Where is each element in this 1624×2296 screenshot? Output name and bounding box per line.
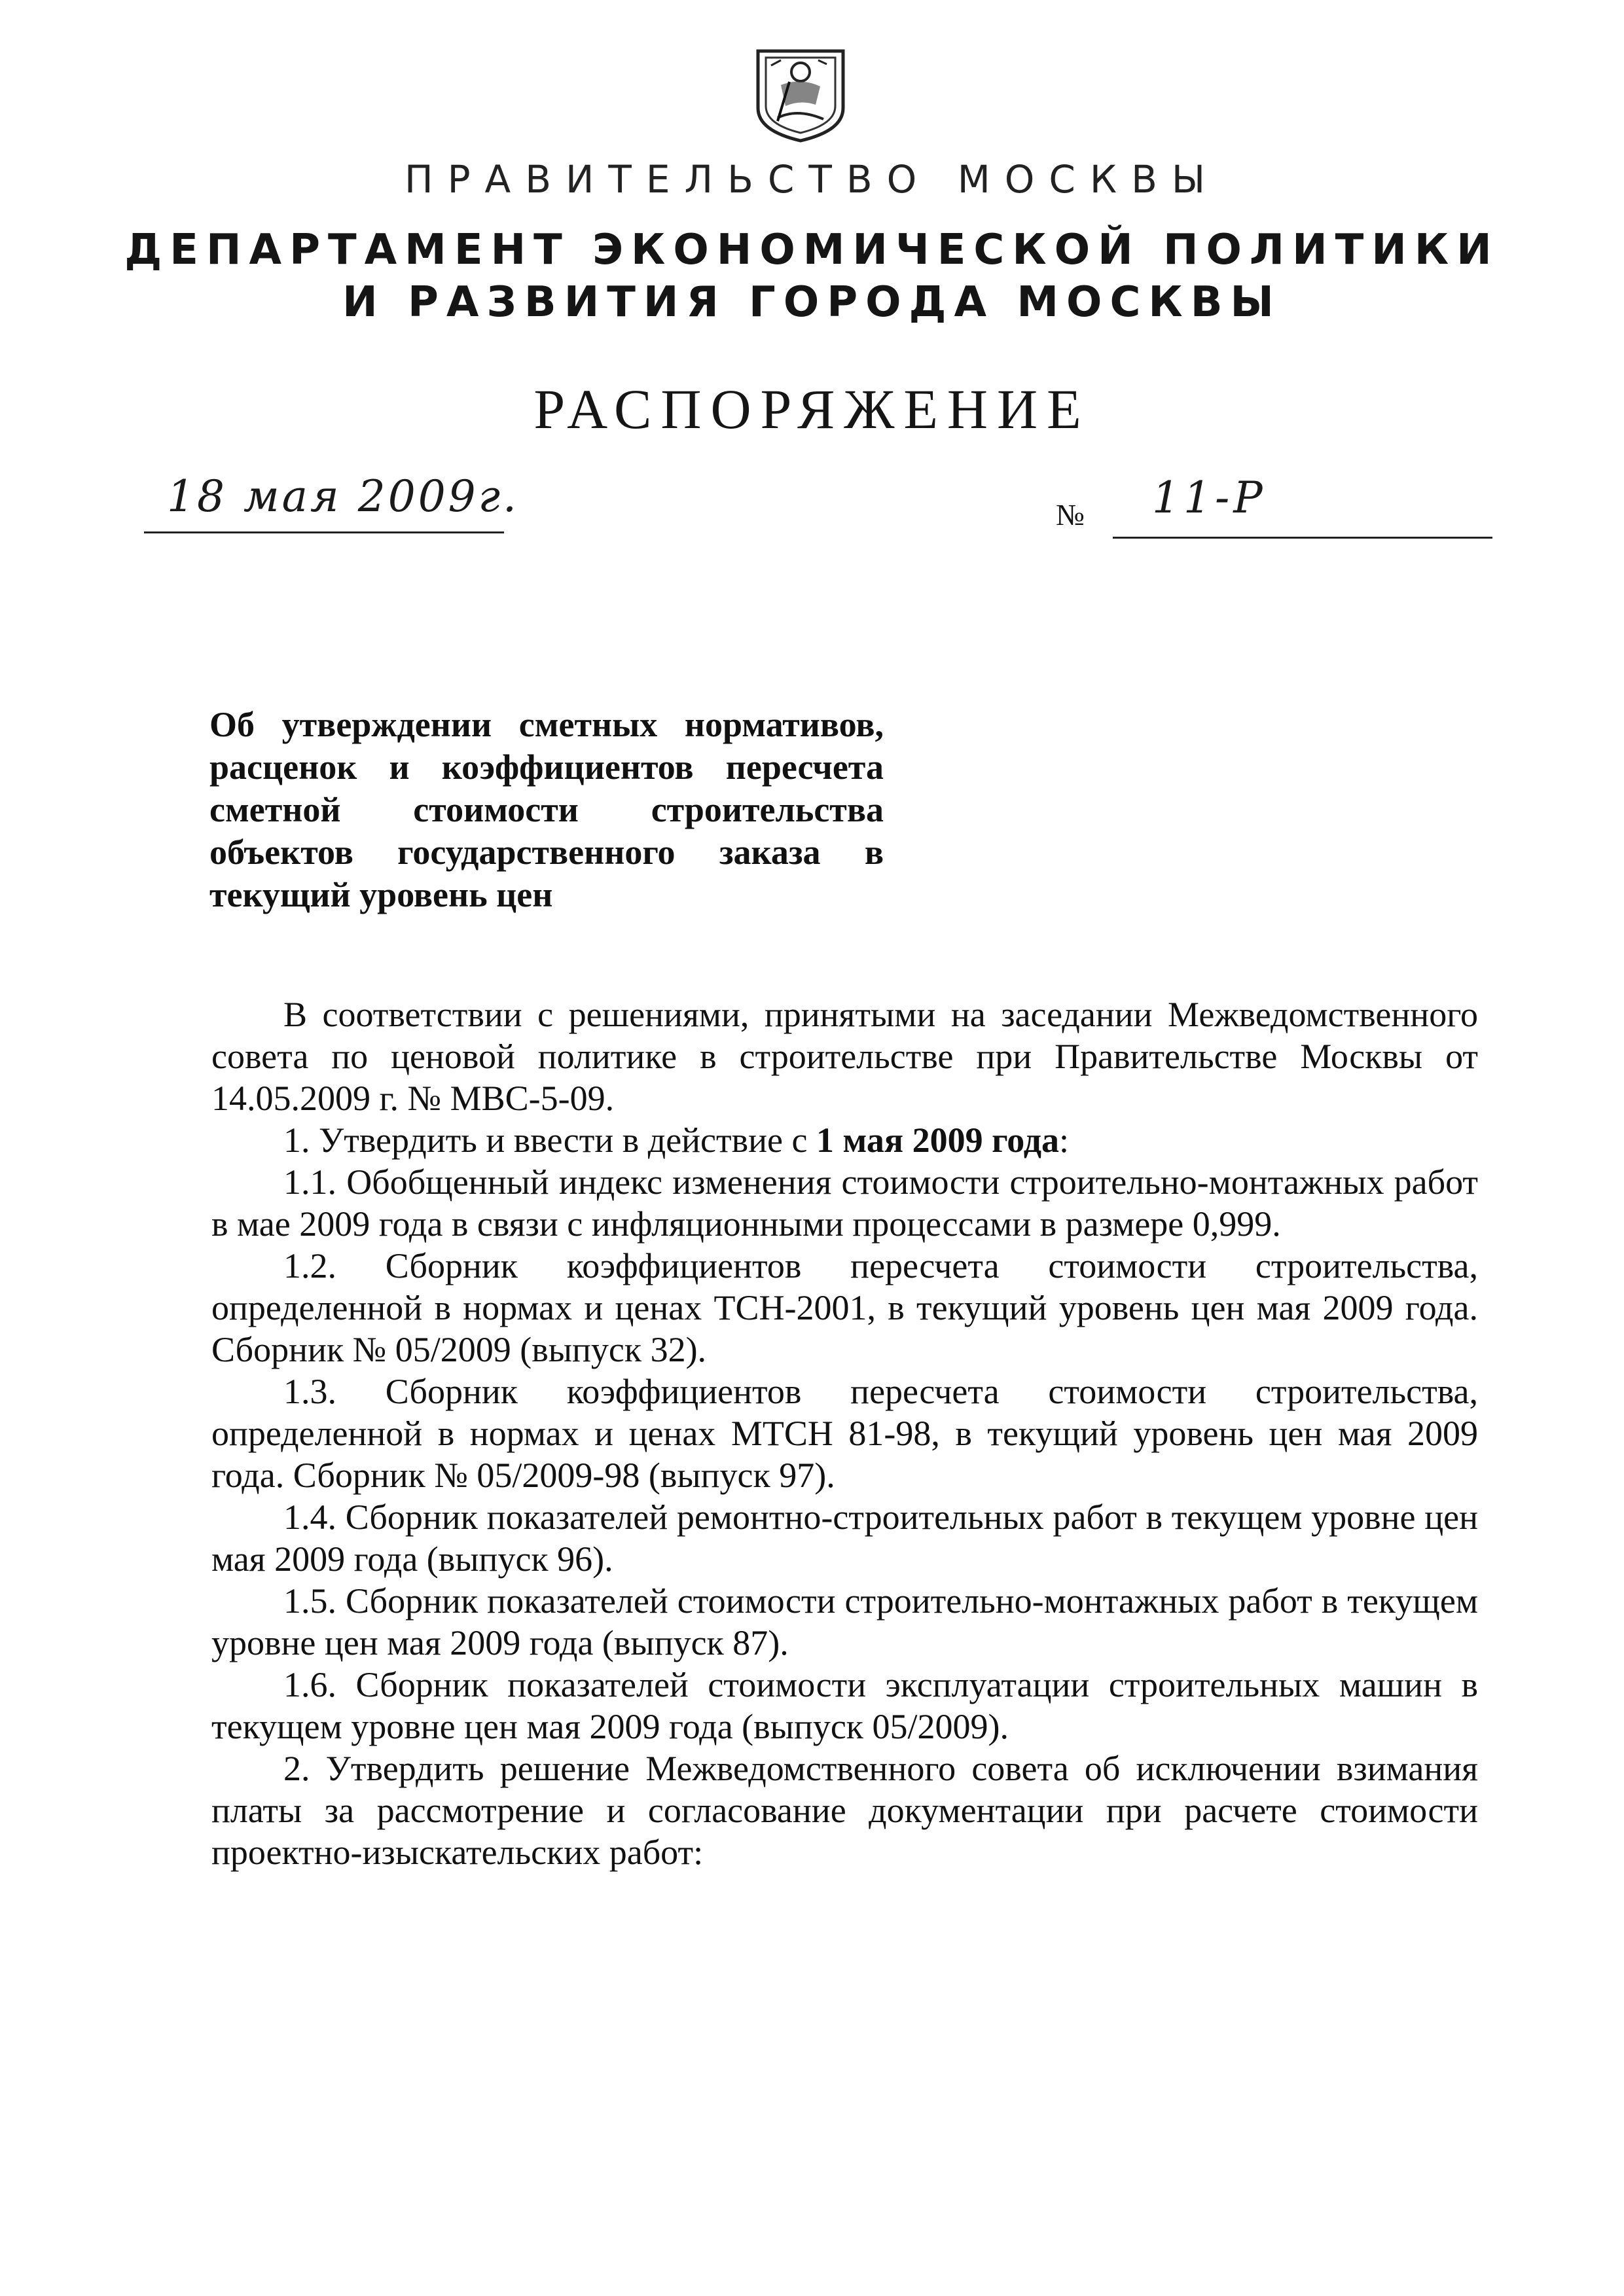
- item-1-4: 1.4. Сборник показателей ремонтно-строительных работ в текущем уровне цен мая 2009 года (выпуск 96).: [211, 1498, 1478, 1579]
- item-1: [211, 1119, 1478, 1161]
- department-title-line2: И РАЗВИТИЯ ГОРОДА МОСКВЫ: [342, 278, 1282, 327]
- order-subject: Об утверждении сметных нормативов, расценок и коэффициентов пересчета сметной стоимости строительства объектов государственного заказа в текущий уровень цен: [209, 705, 884, 914]
- order-number: 11-Р: [1152, 473, 1267, 523]
- item-1-prefix: 1. Утвердить и ввести в действие с: [283, 1121, 816, 1160]
- item-1-suffix: :: [1059, 1121, 1070, 1160]
- item-1-1: 1.1. Обобщенный индекс изменения стоимости строительно-монтажных работ в мае 2009 года в связи с инфляционными процессами в размере 0,999.: [211, 1162, 1478, 1244]
- document-type: РАСПОРЯЖЕНИЕ: [533, 378, 1091, 440]
- government-title: ПРАВИТЕЛЬСТВО МОСКВЫ: [404, 157, 1220, 202]
- item-1-5: 1.5. Сборник показателей стоимости строительно-монтажных работ в текущем уровне цен мая 2009 года (выпуск 87).: [211, 1581, 1478, 1662]
- item-1-date: 1 мая 2009 года: [816, 1121, 1060, 1160]
- item-1-3: 1.3. Сборник коэффициентов пересчета стоимости строительства, определенной в нормах и ценах МТСН 81-98, в текущий уровень цен мая 2009 года. Сборник № 05/2009-98 (выпуск 97).: [211, 1372, 1478, 1495]
- moscow-emblem-icon: [732, 46, 869, 144]
- order-date: 18 мая 2009г.: [167, 471, 520, 522]
- item-1-2: 1.2. Сборник коэффициентов пересчета стоимости строительства, определенной в нормах и ценах ТСН-2001, в текущий уровень цен мая 2009 года. Сборник № 05/2009 (выпуск 32).: [211, 1246, 1478, 1369]
- item-2: 2. Утвердить решение Межведомственного совета об исключении взимания платы за рассмотрение и согласование документации при расчете стоимости проектно-изыскательских работ:: [211, 1749, 1478, 1872]
- intro-paragraph: В соответствии с решениями, принятыми на заседании Межведомственного совета по ценовой политике в строительстве при Правительстве Москвы от 14.05.2009 г. № МВС-5-09.: [211, 995, 1478, 1118]
- department-title-line1: ДЕПАРТАМЕНТ ЭКОНОМИЧЕСКОЙ ПОЛИТИКИ: [124, 226, 1500, 274]
- number-underline: [1113, 537, 1492, 539]
- order-body: [211, 994, 1478, 1873]
- date-underline: [144, 531, 504, 533]
- item-1-6: 1.6. Сборник показателей стоимости эксплуатации строительных машин в текущем уровне цен мая 2009 года (выпуск 05/2009).: [211, 1665, 1478, 1746]
- number-label: №: [1056, 498, 1085, 531]
